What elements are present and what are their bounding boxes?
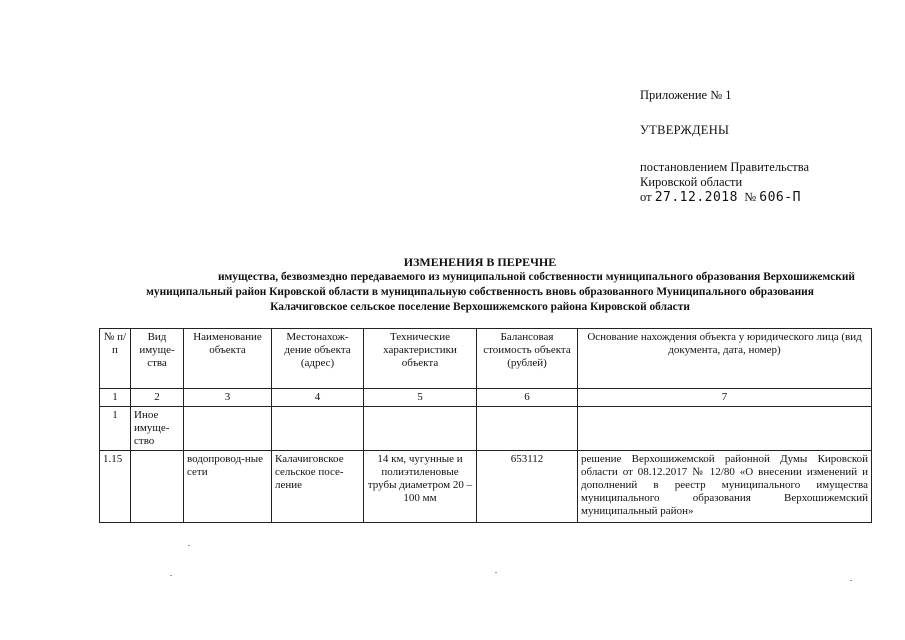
title-line-1: ИЗМЕНЕНИЯ В ПЕРЕЧНЕ xyxy=(403,255,557,269)
balance-value: 653112 xyxy=(477,451,578,523)
empty-cell xyxy=(477,407,578,451)
header-cell: Наименование объекта xyxy=(184,329,272,389)
appendix-label: Приложение № 1 xyxy=(640,88,732,102)
header-cell: Основание нахождения объекта у юридического лица (вид документа, дата, номер) xyxy=(578,329,872,389)
document-title xyxy=(100,255,860,315)
number-prefix: № xyxy=(744,190,757,204)
decree-line-2: Кировской области xyxy=(640,175,743,189)
empty-cell xyxy=(184,407,272,451)
title-line-2: имущества, безвозмездно передаваемого из муниципальной собственности муниципального образования Верхошижемский xyxy=(217,271,855,283)
scan-speck xyxy=(495,572,497,573)
column-number-row xyxy=(100,389,872,407)
row-number: 1.15 xyxy=(100,451,131,523)
scan-speck xyxy=(170,575,172,576)
header-cell: Балансовая стоимость объекта (рублей) xyxy=(477,329,578,389)
scan-speck xyxy=(188,545,190,546)
title-line-4: Калачиговское сельское поселение Верхошижемского района Кировской области xyxy=(270,301,690,313)
empty-cell xyxy=(578,407,872,451)
approval-block xyxy=(640,88,890,205)
table-row xyxy=(100,407,872,451)
column-number: 4 xyxy=(272,389,364,407)
ownership-basis: решение Верхошижемской районной Думы Кировской области от 08.12.2017 № 12/80 «О внесении изменений и дополнений в реестр муниципального имущества муниципального образования Верхошижемский муниципальный район» xyxy=(578,451,872,523)
handwritten-date: 27.12.2018 xyxy=(654,190,738,205)
table-row xyxy=(100,451,872,523)
object-specs: 14 км, чугунные и полиэтиленовые трубы диаметром 20 – 100 мм xyxy=(364,451,477,523)
object-name: водопровод-ные сети xyxy=(184,451,272,523)
decree-date-line xyxy=(640,190,890,205)
title-line-3: муниципальный район Кировской области в муниципальную собственность вновь образованного Муниципального образования xyxy=(146,286,814,298)
approved-heading: УТВЕРЖДЕНЫ xyxy=(640,123,730,137)
date-prefix: от xyxy=(640,190,652,204)
property-type: Иное имуще-ство xyxy=(131,407,184,451)
column-number: 5 xyxy=(364,389,477,407)
decree-line-1: постановлением Правительства xyxy=(640,160,810,174)
column-number: 2 xyxy=(131,389,184,407)
column-number: 3 xyxy=(184,389,272,407)
empty-cell xyxy=(272,407,364,451)
header-cell: № п/п xyxy=(100,329,131,389)
header-cell: Местонахож-дение объекта (адрес) xyxy=(272,329,364,389)
column-number: 7 xyxy=(578,389,872,407)
empty-cell xyxy=(364,407,477,451)
property-table xyxy=(99,328,872,523)
table-header-row xyxy=(100,329,872,389)
handwritten-number: 606-П xyxy=(759,190,801,205)
row-number: 1 xyxy=(100,407,131,451)
scan-speck xyxy=(850,580,852,581)
property-type xyxy=(131,451,184,523)
column-number: 6 xyxy=(477,389,578,407)
object-location: Калачиговское сельское посе-ление xyxy=(272,451,364,523)
decree-text xyxy=(640,160,890,205)
column-number: 1 xyxy=(100,389,131,407)
header-cell: Вид имуще-ства xyxy=(131,329,184,389)
header-cell: Технические характеристики объекта xyxy=(364,329,477,389)
